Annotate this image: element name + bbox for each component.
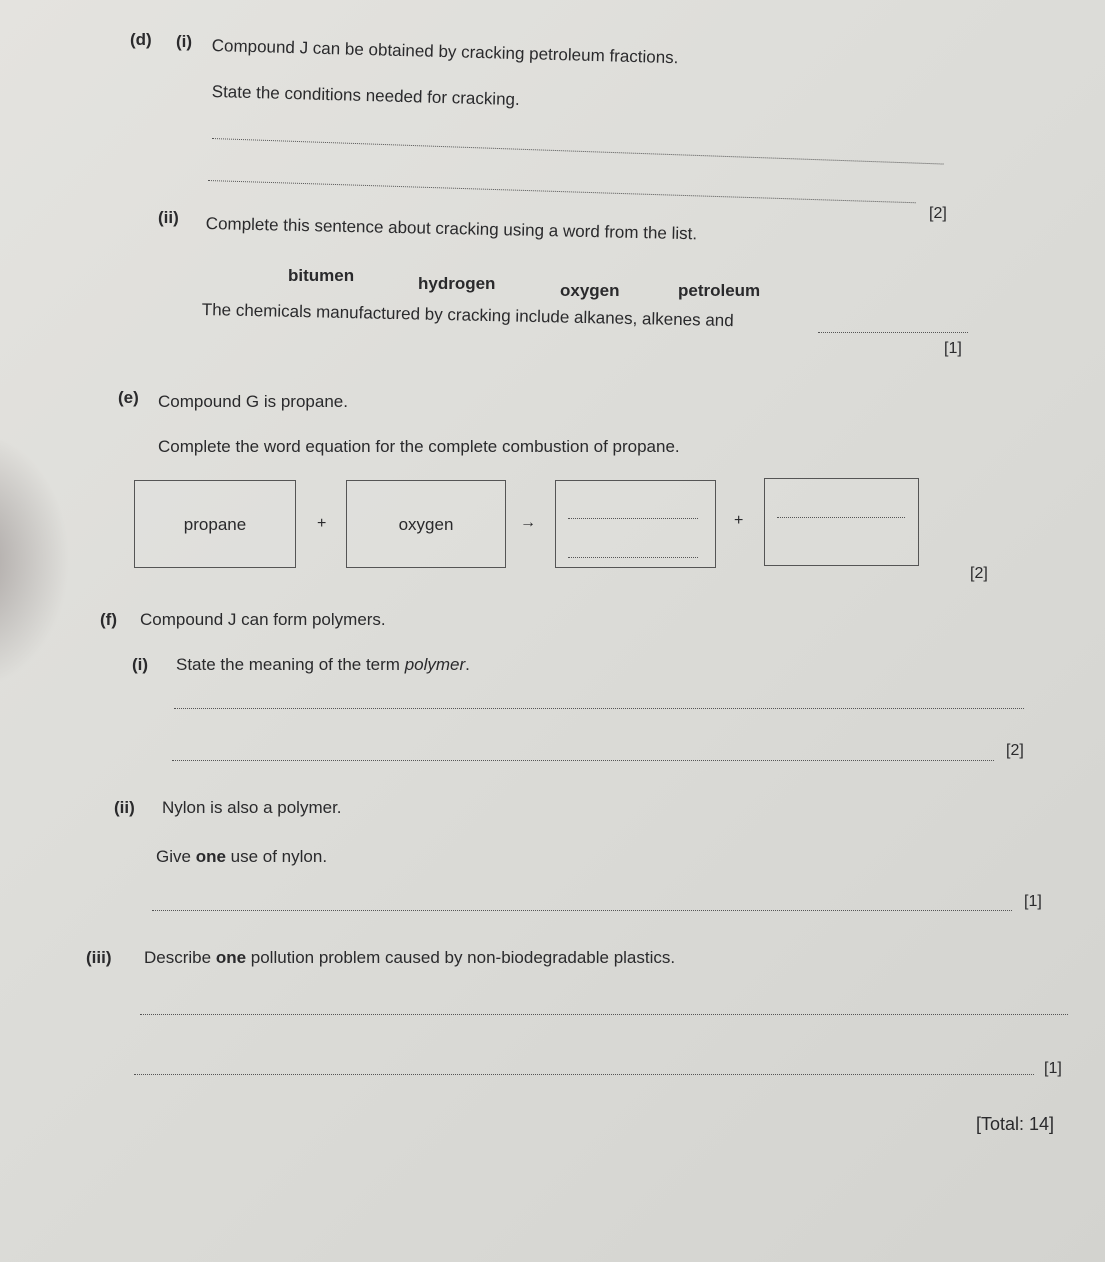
answer-line[interactable] [140,1014,1068,1015]
question-f-ii-instr-after: use of nylon. [225,847,328,866]
term-polymer: polymer [404,655,466,674]
answer-blank[interactable] [568,557,698,558]
answer-blank[interactable] [818,332,968,333]
question-f-i-text [176,655,470,675]
answer-line[interactable] [212,138,944,165]
equation-box-reactant2 [346,480,506,568]
answer-blank[interactable] [568,518,698,519]
word-option: bitumen [288,266,355,285]
question-f-iii-text [144,948,675,968]
word-option: oxygen [560,281,620,300]
question-d-i-instruction: State the conditions needed for cracking. [211,82,520,110]
answer-line[interactable] [134,1074,1034,1075]
marks-d-ii: [1] [944,340,962,357]
hand-shadow [0,430,70,690]
question-d-ii-sentence: The chemicals manufactured by cracking include alkanes, alkenes and [201,300,734,331]
marks-f-ii: [1] [1024,893,1042,910]
answer-line[interactable] [172,760,994,761]
answer-line[interactable] [208,180,916,203]
question-f-iii-text-after: pollution problem caused by non-biodegradable plastics. [246,948,676,967]
question-e-instruction: Complete the word equation for the complete combustion of propane. [158,437,680,456]
marks-f-i: [2] [1006,742,1024,759]
part-d-ii-label: (ii) [158,208,179,227]
part-f-i-label: (i) [132,655,149,674]
equation-box-reactant1 [134,480,296,568]
answer-line[interactable] [174,708,1024,709]
part-f-ii-label: (ii) [114,798,135,817]
question-f-text: Compound J can form polymers. [140,610,386,629]
word-option: hydrogen [418,274,496,293]
question-e-text: Compound G is propane. [158,392,348,411]
reactant2-text: oxygen [398,515,454,534]
answer-line[interactable] [152,910,1012,911]
part-f-iii-label: (iii) [86,948,112,967]
reactant1-text: propane [183,515,247,534]
question-d-i-text: Compound J can be obtained by cracking petroleum fractions. [211,36,679,68]
marks-d-i: [2] [929,205,947,222]
word-option: petroleum [678,281,761,300]
marks-f-iii: [1] [1044,1060,1062,1077]
question-f-iii-text-before: Describe [144,948,216,967]
question-f-i-text-after: . [465,655,470,674]
part-f-label: (f) [100,610,117,629]
part-d-i-label: (i) [176,32,193,51]
question-d-ii-text: Complete this sentence about cracking using a word from the list. [205,214,698,244]
emphasis-one: one [215,948,247,967]
question-f-ii-instruction [156,847,327,867]
plus-sign: + [317,515,327,532]
equation-box-product2 [764,478,919,566]
marks-e: [2] [970,565,988,582]
total-marks: [Total: 14] [976,1114,1055,1134]
part-e-label: (e) [118,388,139,407]
question-f-ii-text: Nylon is also a polymer. [162,798,342,817]
question-f-ii-instr-before: Give [156,847,196,866]
equation-box-product1 [555,480,716,568]
plus-sign: + [734,512,744,529]
answer-blank[interactable] [777,517,905,518]
arrow-icon: → [520,514,536,531]
part-d-label: (d) [130,30,152,49]
emphasis-one: one [195,847,226,866]
question-f-i-text-before: State the meaning of the term [176,655,405,674]
